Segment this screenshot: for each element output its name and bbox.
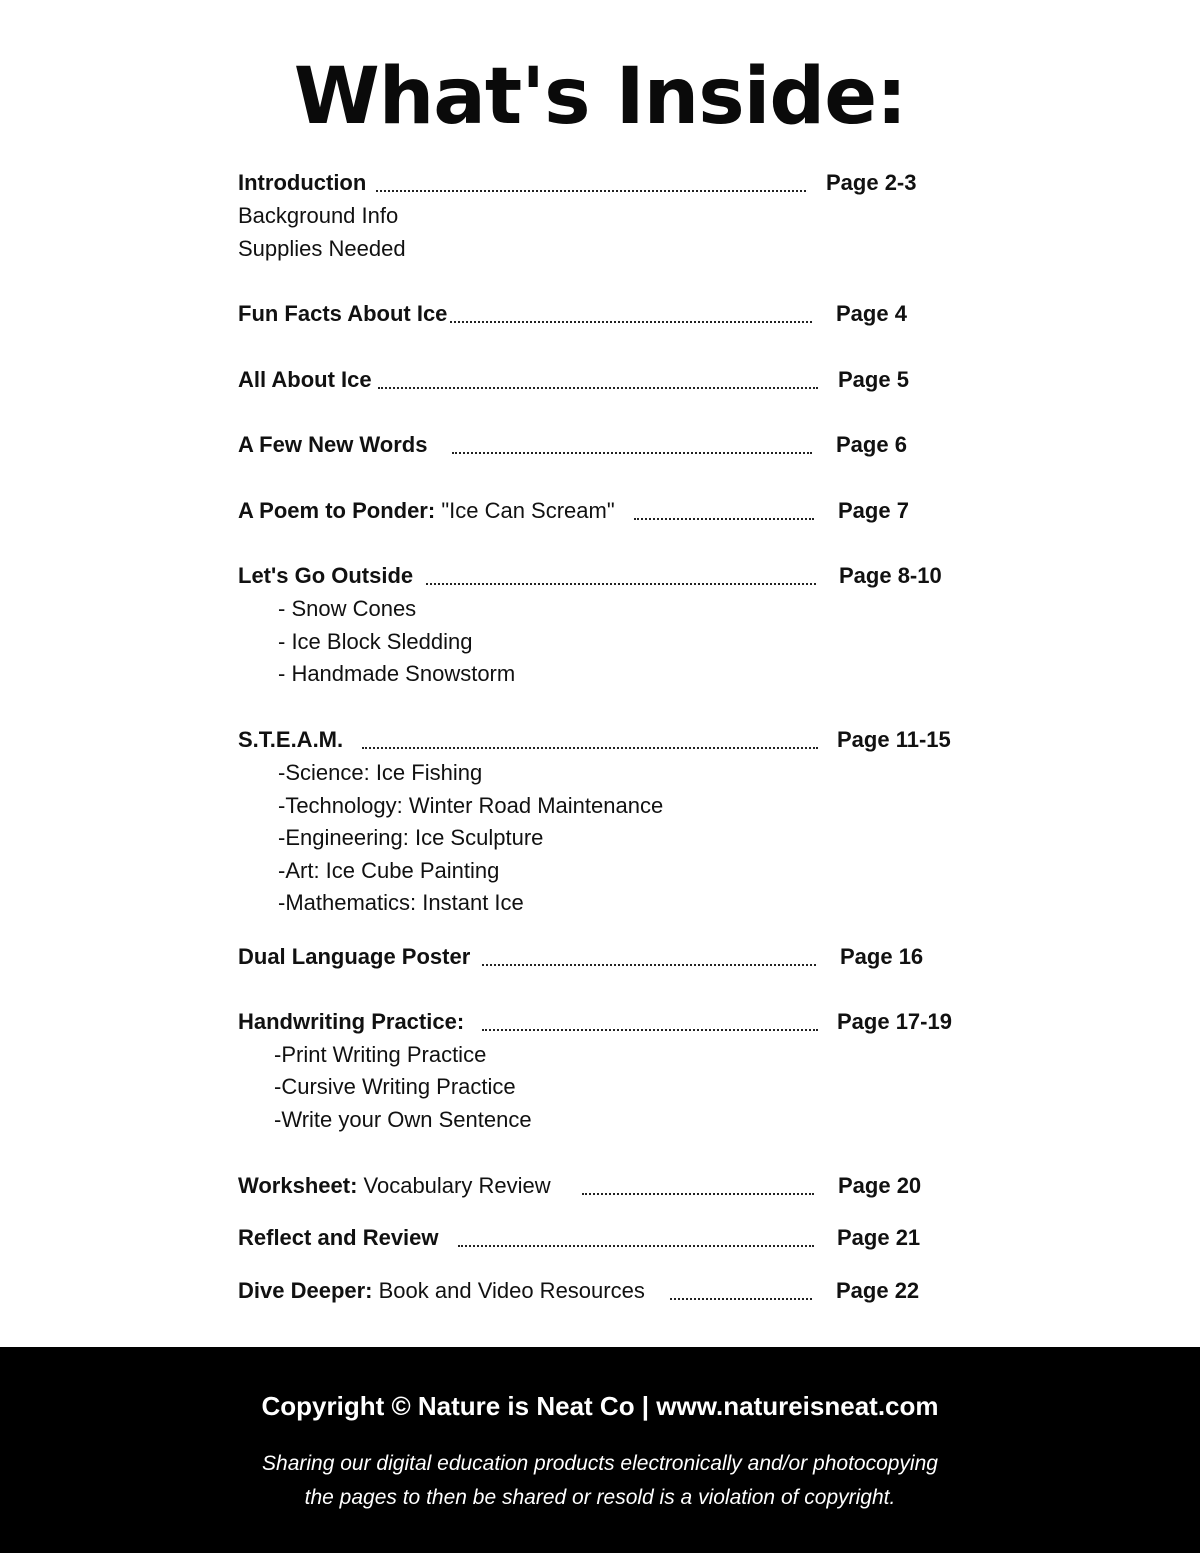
copyright-notice-line-1: Sharing our digital education products electronically and/or photocopying	[262, 1452, 938, 1475]
toc-subitem: Supplies Needed	[238, 236, 406, 261]
copyright-footer	[0, 1347, 1200, 1553]
toc-entry-title: Let's Go Outside	[238, 563, 414, 588]
toc-entry-title: A Few New Words	[238, 432, 428, 457]
toc-entry-fun-facts	[238, 300, 447, 328]
dot-leader	[362, 743, 818, 749]
toc-subitem: - Handmade Snowstorm	[278, 661, 516, 686]
toc-subitem: - Ice Block Sledding	[278, 629, 473, 654]
toc-page-ref: Page 21	[837, 1225, 921, 1250]
toc-entry-title: S.T.E.A.M.	[238, 727, 344, 752]
copyright-line: Copyright © Nature is Neat Co | www.natureisneat.com	[261, 1391, 939, 1421]
toc-entry-title: Dive Deeper:	[238, 1278, 373, 1303]
toc-page-ref: Page 16	[840, 944, 924, 969]
toc-subitem: - Snow Cones	[278, 596, 417, 621]
dot-leader	[426, 579, 816, 585]
page-title: What's Inside:	[293, 52, 907, 142]
toc-subitem: -Mathematics: Instant Ice	[278, 890, 524, 915]
toc-entry-introduction	[238, 169, 366, 197]
toc-page-ref: Page 17-19	[837, 1009, 952, 1034]
dot-leader	[376, 186, 806, 192]
toc-entry-subtitle: Vocabulary Review	[357, 1173, 551, 1198]
toc-entry-new-words	[238, 431, 427, 459]
toc-subitem: -Science: Ice Fishing	[278, 760, 483, 785]
toc-page-ref: Page 7	[838, 498, 909, 523]
dot-leader	[482, 960, 816, 966]
toc-page-ref: Page 5	[838, 367, 909, 392]
toc-entry-title: A Poem to Ponder:	[238, 498, 436, 523]
toc-entry-poster	[238, 943, 470, 971]
toc-page-ref: Page 2-3	[826, 170, 917, 195]
dot-leader	[582, 1189, 814, 1195]
dot-leader	[378, 383, 818, 389]
toc-subitem: -Print Writing Practice	[274, 1042, 487, 1067]
toc-entry-title: Reflect and Review	[238, 1225, 439, 1250]
toc-subitem: -Cursive Writing Practice	[274, 1074, 516, 1099]
toc-entry-all-about-ice	[238, 366, 372, 394]
toc-entry-title: Handwriting Practice:	[238, 1009, 465, 1034]
toc-subitem: -Write your Own Sentence	[274, 1107, 532, 1132]
toc-page-ref: Page 8-10	[839, 563, 942, 588]
dot-leader	[670, 1294, 812, 1300]
toc-page-ref: Page 4	[836, 301, 907, 326]
dot-leader	[634, 514, 814, 520]
dot-leader	[450, 317, 812, 323]
toc-subitem: -Engineering: Ice Sculpture	[278, 825, 544, 850]
toc-entry-title: Fun Facts About Ice	[238, 301, 448, 326]
dot-leader	[458, 1241, 814, 1247]
toc-entry-go-outside	[238, 562, 413, 590]
dot-leader	[482, 1025, 818, 1031]
dot-leader	[452, 448, 812, 454]
toc-subitem: -Technology: Winter Road Maintenance	[278, 793, 664, 818]
toc-subitem: -Art: Ice Cube Painting	[278, 858, 500, 883]
toc-page-ref: Page 20	[838, 1173, 922, 1198]
toc-entry-reflect	[238, 1224, 439, 1252]
toc-entry-worksheet	[238, 1172, 551, 1200]
toc-entry-title: All About Ice	[238, 367, 372, 392]
toc-page-ref: Page 22	[836, 1278, 920, 1303]
toc-page-ref: Page 6	[836, 432, 907, 457]
toc-entry-poem	[238, 497, 615, 525]
toc-entry-subtitle: Book and Video Resources	[372, 1278, 645, 1303]
toc-entry-subtitle: "Ice Can Scream"	[435, 498, 615, 523]
toc-entry-title: Introduction	[238, 170, 367, 195]
toc-entry-title: Dual Language Poster	[238, 944, 471, 969]
toc-entry-steam	[238, 726, 343, 754]
toc-page-ref: Page 11-15	[837, 727, 951, 752]
toc-subitem: Background Info	[238, 203, 399, 228]
copyright-notice	[0, 1447, 1200, 1515]
toc-entry-title: Worksheet:	[238, 1173, 358, 1198]
copyright-notice-line-2: the pages to then be shared or resold is a violation of copyright.	[304, 1486, 896, 1509]
toc-entry-dive-deeper	[238, 1277, 645, 1305]
toc-entry-handwriting	[238, 1008, 464, 1036]
